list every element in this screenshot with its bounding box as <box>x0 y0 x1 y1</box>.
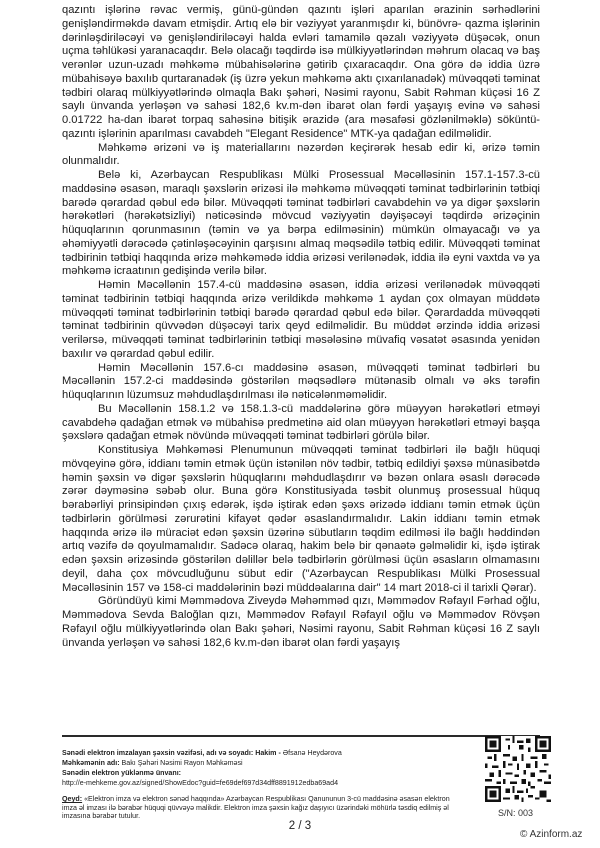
watermark-copyright: © Azinform.az <box>520 829 583 840</box>
document-url-link[interactable]: http://e-mehkeme.gov.az/signed/ShowEdoc?guid=fe69def697d34dff8891912edba69ad4 <box>62 779 339 787</box>
qr-code-icon <box>485 736 551 802</box>
note-text: «Elektron imza və elektron sənəd haqqında» Azərbaycan Respublikası Qanununun 3-cü maddəsinə əsasən elektron imza əl imzası ilə bərabər hüquqi qüvvəyə malikdir. Elektron imza şəxsin kağız daşıyıcı üzərindəki möhürlə təsdiq edilmiş əl imzasına bərabər tutulur. <box>62 795 450 821</box>
paragraph: Həmin Məcəllənin 157.6-cı maddəsinə əsasən, müvəqqəti təminat tədbirləri bu Məcəllənin 157.2-ci maddəsində göstərilən məqsədlərə mütənasib olmalı və əks tərəfin hüquqlarının lüzumsuz məhdudlaşdırılması ilə nəticələnməməlidir. <box>62 361 540 401</box>
legal-note <box>62 795 462 821</box>
paragraph: Konstitusiya Məhkəməsi Plenumunun müvəqqəti təminat tədbirləri ilə bağlı hüquqi mövqeyinə görə, iddianı təmin etmək üçün istənilən növ tədbir, tətbiq edildiyi şəxsə münasibətdə həmin şəxsin və digər şəxslərin hüquqlarını məhdudlaşdırır və bəzən onlara əsaslı dərəcədə zərər dəyməsinə səbəb olur. Buna görə Konstitusiyada təsbit olunmuş prosessual hüquq bərabərliyi prinsipindən çıxış edərək, işdə iştirak edən şəxs ərizədə iddianı təmin etmək üçün tədbirlərin görülməsi zərurətini kifayət qədər əsaslandırmalıdır. Lakin iddianı təmin etmək haqqında ərizə ilə müraciət edən şəxsin üzərinə sübutların təqdim edilməsi ilə bağlı həddindən artıq vəzifə də qoyulmamalıdır. Sadəcə olaraq, hakim belə bir qənaətə gəlməlidir ki, işdə iştirak edən şəxsin ərizəsində göstərilən dəlillər belə tədbirlərin görülməsi üçün əsasların olmamasını deyil, daha çox mövcudluğunu sübut edir ("Azərbaycan Respublikası Mülki Prosessual Məcəlləsinin 157 və 158-ci maddələrinin bəzi müddəalarına dair" 14 mart 2018-ci il tarixli Qərar). <box>62 444 540 594</box>
serial-number: S/N: 003 <box>498 808 534 818</box>
court-row <box>62 758 462 768</box>
page-number: 2 / 3 <box>288 820 312 832</box>
signer-name: Əfsanə Heydərova <box>282 749 342 757</box>
court-label: Məhkəmənin adı: <box>62 759 120 767</box>
signer-label: Sənədi elektron imzalayan şəxsin vəzifəsi, adı və soyadı: Hakim - <box>62 749 283 757</box>
signer-row <box>62 748 462 758</box>
court-name: Bakı Şəhəri Nəsimi Rayon Məhkəməsi <box>119 759 243 767</box>
note-label: Qeyd: <box>62 795 83 803</box>
paragraph: Belə ki, Azərbaycan Respublikası Mülki Prosessual Məcəlləsinin 157.1-157.3-cü maddəsinə əsasən, maraqlı şəxslərin ərizəsi ilə məhkəmə müvəqqəti təminat tədbirlərinin tətbiqi barədə qərardad qəbul edə bilər. Müvəqqəti təminat tədbirləri cavabdehin və ya digər şəxslərin hərəkətləri (hərəkətsizliyi) nəticəsində mövcud vəziyyətin dəyişəcəyi təqdirdə ərizəçinin hüquqlarının qorunmasının (təmin və ya bərpa edilməsinin) mümkün olmayacağı və ya əhəmiyyətli dərəcədə çətinləşəcəyinin qarşısını almaq məqsədilə tətbiq edilir. Müvəqqəti təminat tədbirinin tətbiqi haqqında ərizə məhkəmədə iddia ərizəsi verilənədək, iddia ilə eyni vaxtda və ya məhkəmə icraatının gedişində verilə bilər. <box>62 169 540 278</box>
signature-footer <box>62 748 462 821</box>
url-label: Sənədin elektron yüklənmə ünvanı: <box>62 769 182 777</box>
document-body <box>62 4 540 650</box>
paragraph: Məhkəmə ərizəni və iş materiallarını nəzərdən keçirərək hesab edir ki, ərizə təmin olunmalıdır. <box>62 141 540 168</box>
paragraph: Göründüyü kimi Məmmədova Ziveydə Məhəmməd qızı, Məmmədov Rəfayıl Fərhad oğlu, Məmmədova Sevda Baloğlan qızı, Məmmədov Rəfayıl Rəfayıl oğlu və Məmmədov Rövşən Rəfayıl oğlu mülkiyyətlərində olan Bakı şəhəri, Nəsimi rayonu, Sabit Rəhman küçəsi 16 Z saylı ünvanda yerləşən və sahəsi 182,6 kv.m-dən ibarət olan fərdi yaşayış <box>62 595 540 649</box>
paragraph: qazıntı işlərinə rəvac vermiş, günü-gündən qazıntı işləri aparılan ərazinin sərhədlərini genişləndirməkdə davam etmişdir. Artıq elə bir vəziyyət yaranmışdır ki, bünövrə- qazma işlərinin dərinləşdiriləcəyi və genişləndiriləcəyi halda evləri tamamilə qəzalı vəziyyətə düşəcək, onun uçma təhlükəsi yaranacaqdır. Belə olacağı təqdirdə isə mülkiyyətlərindən məhrum olacaq və baş verənlər uzun-uzadı məhkəmə mübahisələrinə gətirib çıxaracaqdır. Ona görə də iddia üzrə mübahisəyə baxılıb qurtaranadək (iş üzrə yekun məhkəmə aktı çıxarılanadək) müvəqqəti təminat tədbiri olaraq mülkiyyətlərində olmaqla Bakı şəhəri, Nəsimi rayonu, Sabit Rəhman küçəsi 16 Z saylı ünvanda yerləşən və sahəsi 182,6 kv.m-dən ibarət olan fərdi yaşayış evinə və sahəsi 0.01722 ha-dan ibarət torpaq sahəsinə bitişik ərazidə (ara məsafəsi gözlənilməklə) söküntü-qazıntı işlərinin aparılması cavabdeh "Elegant Residence" MTK-ya qadağan edilməlidir. <box>62 4 540 140</box>
footer-separator <box>62 735 540 737</box>
paragraph: Bu Məcəllənin 158.1.2 və 158.1.3-cü maddələrinə görə müəyyən hərəkətləri etməyi cavabdehə qadağan etmək və mübahisə predmetinə aid olan müəyyən hərəkətləri etməyi başqa şəxslərə qadağan etmək növündə müvəqqəti təminat tədbirləri görülə bilər. <box>62 402 540 443</box>
paragraph: Həmin Məcəllənin 157.4-cü maddəsinə əsasən, iddia ərizəsi verilənədək müvəqqəti təminat tədbirinin tətbiqi haqqında ərizə verildikdə məhkəmə 1 aydan çox olmayan müddətə müvəqqəti təminat tədbirlərinin tətbiqi barədə qərardad qəbul edə bilər. Qərardadda müvəqqəti təminat tədbirinin qüvvədən düşəcəyi tarix qeyd edilməlidir. Bu müddət ərzində iddia ərizəsi verilərsə, müvəqqəti təminat tədbirlərinin tətbiqi məsələsinə müvafiq vəsatət əsasında yenidən baxılır və qərardad qəbul edilir. <box>62 279 540 360</box>
